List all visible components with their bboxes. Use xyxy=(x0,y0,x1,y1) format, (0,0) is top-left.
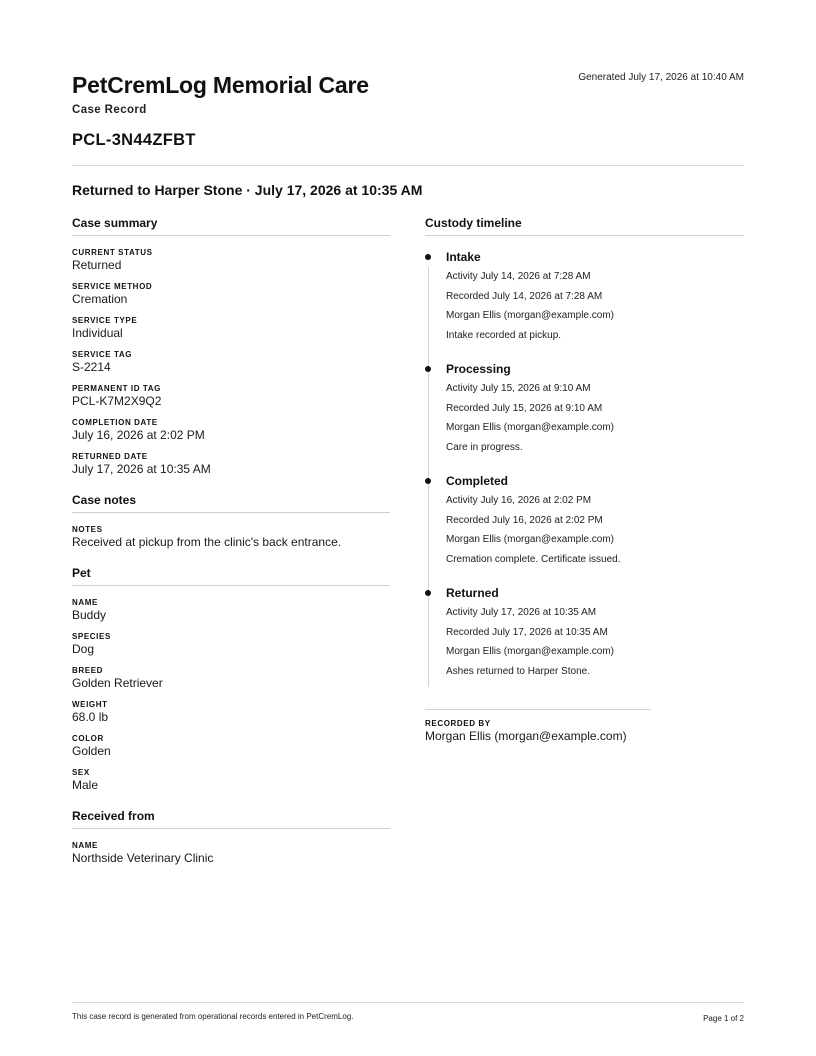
received-from-title: Received from xyxy=(72,809,390,829)
field-label: BREED xyxy=(72,666,104,675)
footer-note: This case record is generated from operational records entered in PetCremLog. xyxy=(72,1012,354,1021)
field-service-method xyxy=(72,281,390,307)
event-recorded: Recorded July 16, 2026 at 2:02 PM xyxy=(446,514,603,526)
event-note: Care in progress. xyxy=(446,441,523,453)
field-value: Cremation xyxy=(72,292,128,306)
field-species xyxy=(72,631,390,657)
event-activity: Activity July 15, 2026 at 9:10 AM xyxy=(446,383,591,394)
timeline-event-intake xyxy=(425,249,744,345)
field-label: NOTES xyxy=(72,525,103,534)
pet-section xyxy=(72,566,390,793)
field-value: S-2214 xyxy=(72,360,111,374)
timeline-event-returned xyxy=(425,585,744,681)
timeline-dot-icon xyxy=(425,590,431,596)
brand-title: PetCremLog Memorial Care xyxy=(72,72,369,98)
field-label: SEX xyxy=(72,768,90,777)
field-service-type xyxy=(72,315,390,341)
left-column xyxy=(72,216,390,874)
field-label: NAME xyxy=(72,598,98,607)
field-value: Individual xyxy=(72,326,123,340)
field-label: COMPLETION DATE xyxy=(72,418,158,427)
event-title: Intake xyxy=(446,250,481,264)
field-service-tag xyxy=(72,349,390,375)
right-column xyxy=(425,216,744,744)
field-label: PERMANENT ID TAG xyxy=(72,384,162,393)
document-subtitle: Case Record xyxy=(72,104,147,116)
page-number: Page 1 of 2 xyxy=(703,1014,744,1023)
event-user: Morgan Ellis (morgan@example.com) xyxy=(446,534,614,545)
recorded-by-block xyxy=(425,709,651,744)
field-notes xyxy=(72,524,390,550)
field-color xyxy=(72,733,390,759)
case-summary-section xyxy=(72,216,390,477)
field-received-from-name xyxy=(72,840,390,866)
timeline-dot-icon xyxy=(425,366,431,372)
field-pet-name xyxy=(72,597,390,623)
field-weight xyxy=(72,699,390,725)
event-note: Cremation complete. Certificate issued. xyxy=(446,553,621,565)
field-value: Golden Retriever xyxy=(72,676,163,690)
pet-title: Pet xyxy=(72,566,390,586)
event-activity: Activity July 16, 2026 at 2:02 PM xyxy=(446,495,592,506)
event-activity: Activity July 14, 2026 at 7:28 AM xyxy=(446,271,591,282)
field-value: Male xyxy=(72,778,99,792)
field-value: Golden xyxy=(72,744,111,758)
field-value: Received at pickup from the clinic's back entrance. xyxy=(72,535,342,549)
field-sex xyxy=(72,767,390,793)
timeline-dot-icon xyxy=(425,478,431,484)
field-value: PCL-K7M2X9Q2 xyxy=(72,394,162,408)
footer-divider xyxy=(72,1002,744,1003)
event-activity: Activity July 17, 2026 at 10:35 AM xyxy=(446,607,597,618)
field-current-status xyxy=(72,247,390,273)
custody-timeline xyxy=(425,247,744,681)
event-recorded: Recorded July 14, 2026 at 7:28 AM xyxy=(446,290,603,302)
recorded-by-label: RECORDED BY xyxy=(425,719,491,728)
event-title: Processing xyxy=(446,362,511,376)
field-value: Buddy xyxy=(72,608,107,622)
event-note: Ashes returned to Harper Stone. xyxy=(446,665,590,677)
case-record-page xyxy=(72,0,744,1056)
case-notes-section xyxy=(72,493,390,550)
field-value: July 17, 2026 at 10:35 AM xyxy=(72,462,211,476)
event-user: Morgan Ellis (morgan@example.com) xyxy=(446,646,614,657)
header-divider xyxy=(72,165,744,166)
timeline-event-processing xyxy=(425,361,744,457)
field-label: NAME xyxy=(72,841,98,850)
event-recorded: Recorded July 17, 2026 at 10:35 AM xyxy=(446,626,608,638)
field-value: Dog xyxy=(72,642,95,656)
recorded-by-value: Morgan Ellis (morgan@example.com) xyxy=(425,729,627,743)
event-title: Returned xyxy=(446,586,499,600)
status-headline: Returned to Harper Stone · July 17, 2026 at 10:35 AM xyxy=(72,182,423,198)
field-label: SERVICE METHOD xyxy=(72,282,153,291)
field-returned-date xyxy=(72,451,390,477)
event-user: Morgan Ellis (morgan@example.com) xyxy=(446,310,614,321)
field-label: SPECIES xyxy=(72,632,111,641)
field-value: 68.0 lb xyxy=(72,710,109,724)
field-value: Returned xyxy=(72,258,122,272)
custody-timeline-title: Custody timeline xyxy=(425,216,744,236)
case-notes-title: Case notes xyxy=(72,493,390,513)
field-value: Northside Veterinary Clinic xyxy=(72,851,214,865)
generated-timestamp: Generated July 17, 2026 at 10:40 AM xyxy=(578,72,744,83)
field-label: COLOR xyxy=(72,734,104,743)
event-recorded: Recorded July 15, 2026 at 9:10 AM xyxy=(446,402,603,414)
field-label: SERVICE TYPE xyxy=(72,316,138,325)
field-label: CURRENT STATUS xyxy=(72,248,153,257)
field-value: July 16, 2026 at 2:02 PM xyxy=(72,428,205,442)
case-id: PCL-3N44ZFBT xyxy=(72,131,196,149)
case-summary-title: Case summary xyxy=(72,216,390,236)
field-label: RETURNED DATE xyxy=(72,452,148,461)
received-from-section xyxy=(72,809,390,866)
field-label: WEIGHT xyxy=(72,700,108,709)
field-permanent-id-tag xyxy=(72,383,390,409)
event-title: Completed xyxy=(446,474,509,488)
field-completion-date xyxy=(72,417,390,443)
event-note: Intake recorded at pickup. xyxy=(446,329,562,341)
timeline-event-completed xyxy=(425,473,744,569)
field-breed xyxy=(72,665,390,691)
timeline-dot-icon xyxy=(425,254,431,260)
event-user: Morgan Ellis (morgan@example.com) xyxy=(446,422,614,433)
field-label: SERVICE TAG xyxy=(72,350,133,359)
